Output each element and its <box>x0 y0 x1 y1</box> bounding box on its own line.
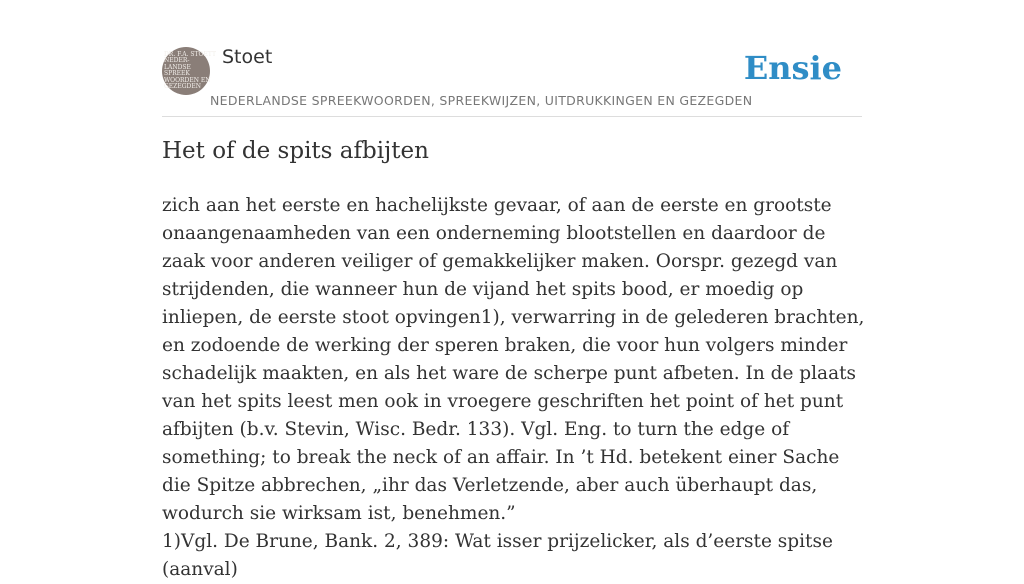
avatar-text-line: NEDER- <box>164 57 190 64</box>
entry-definition: zich aan het eerste en hachelijkste gevaar, of aan de eerste en grootste onaangenaamheden van een onderneming blootstellen en daardoor de zaak voor anderen veiliger of gemakkelijker maken. Oorspr. gezegd van strijdenden, die wanneer hun de vijand het spits bood, er moedig op inliepen, de eerste stoot opvingen1), verwarring in de gelederen brachten, en zodoende de werking der speren braken, die voor hun volgers minder schadelijk maakten, en als het ware de scherpe punt afbeten. In de plaats van het spits leest men ook in vroegere geschriften het point of het punt afbijten (b.v. Stevin, Wisc. Bedr. 133). Vgl. Eng. to turn the edge of something; to break the neck of an affair. In ’t Hd. betekent einer Sache die Spitze abbrechen, „ihr das Verletzende, aber auch überhaupt das, wodurch sie wirksam ist, benehmen.” <box>162 195 865 524</box>
source-name-link[interactable]: Stoet <box>222 46 273 68</box>
source-avatar[interactable] <box>162 47 216 95</box>
source-subtitle: NEDERLANDSE SPREEKWOORDEN, SPREEKWIJZEN, UITDRUKKINGEN EN GEZEGDEN <box>210 93 753 108</box>
entry-title: Het of de spits afbijten <box>162 138 429 164</box>
entry-footnote: 1)Vgl. De Brune, Bank. 2, 389: Wat isser prijzelicker, als d’eerste spitse (aanval) <box>162 531 833 580</box>
avatar-text-line: SPREEK <box>164 70 190 77</box>
avatar-text-line: LANDSE <box>164 63 191 71</box>
avatar-text-line: DR. F.A. STOETT <box>164 50 216 58</box>
site-header <box>162 46 862 117</box>
entry-body <box>162 192 867 584</box>
ensie-logo-link[interactable]: Ensie <box>743 49 842 87</box>
avatar-text-line: WOORDEN EN <box>164 76 211 84</box>
avatar-text-line: GEZEGDEN <box>164 83 201 90</box>
